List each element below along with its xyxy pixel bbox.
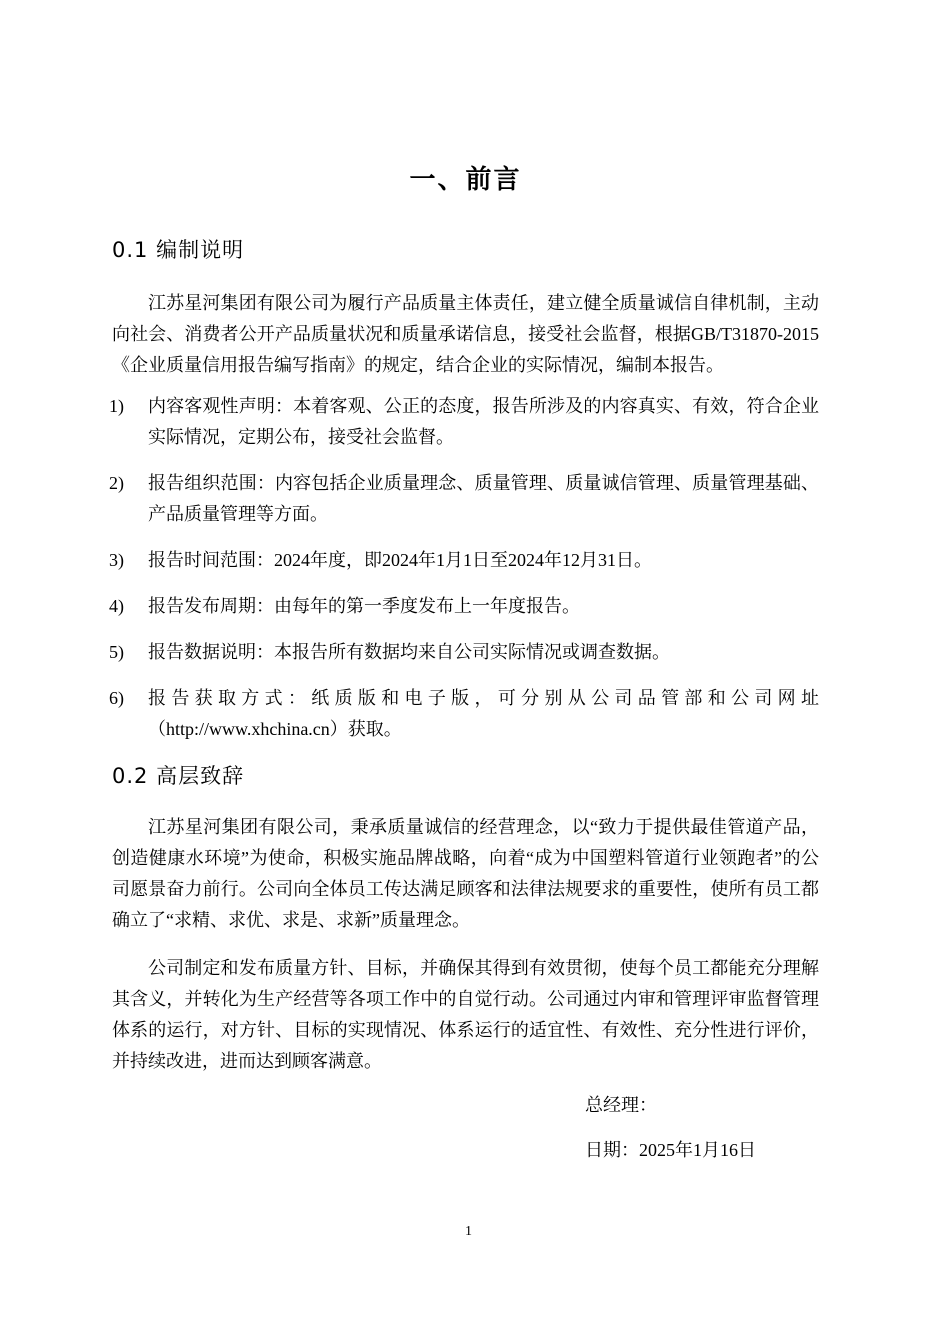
- list-item: [109, 391, 819, 453]
- section-heading-0-2: 0.2 高层致辞: [112, 764, 245, 788]
- list-item-text: 报告组织范围：内容包括企业质量理念、质量管理、质量诚信管理、质量管理基础、产品质量管理等方面。: [148, 473, 819, 524]
- section-leadership-address: [112, 760, 819, 1166]
- list-item-number: 1): [109, 396, 124, 416]
- list-item-number: 5): [109, 642, 124, 662]
- list-item-number: 3): [109, 550, 124, 570]
- list-item: [109, 468, 819, 530]
- numbered-list: [109, 391, 819, 745]
- section-compilation-notes: [109, 234, 819, 745]
- page-title: 一、前言: [409, 165, 522, 195]
- list-item: [109, 637, 819, 668]
- list-item: [109, 591, 819, 622]
- address-paragraph-2: 公司制定和发布质量方针、目标，并确保其得到有效贯彻，使每个员工都能充分理解其含义，并转化为生产经营等各项工作中的自觉行动。公司通过内审和管理评审监督管理体系的运行，对方针、目标的实现情况、体系运行的适宜性、有效性、充分性进行评价，并持续改进，进而达到顾客满意。: [112, 958, 819, 1071]
- list-item: [109, 683, 819, 745]
- list-item-text: 报告发布周期：由每年的第一季度发布上一年度报告。: [148, 596, 580, 616]
- list-item-text: 报告数据说明：本报告所有数据均来自公司实际情况或调查数据。: [148, 642, 670, 662]
- list-item-text: [148, 683, 819, 745]
- list-item-number: 6): [109, 688, 124, 708]
- signature-role: 总经理：: [585, 1095, 657, 1115]
- section-heading-0-1: 0.1 编制说明: [112, 238, 245, 262]
- intro-paragraph: 江苏星河集团有限公司为履行产品质量主体责任，建立健全质量诚信自律机制，主动向社会、消费者公开产品质量状况和质量承诺信息，接受社会监督，根据GB/T31870-2015《企业质量信用报告编写指南》的规定，结合企业的实际情况，编制本报告。: [112, 293, 819, 375]
- signature-date: 日期：2025年1月16日: [585, 1140, 756, 1160]
- signature-block: [585, 1090, 819, 1166]
- list-item-number: 4): [109, 596, 124, 616]
- page-number: 1: [465, 1224, 472, 1239]
- list-item: [109, 545, 819, 576]
- report-url: （http://www.xhchina.cn）获取。: [148, 719, 402, 739]
- list-item-number: 2): [109, 473, 124, 493]
- list-item-text: 报告时间范围：2024年度，即2024年1月1日至2024年12月31日。: [148, 550, 652, 570]
- address-paragraph-1: 江苏星河集团有限公司，秉承质量诚信的经营理念，以“致力于提供最佳管道产品，创造健康水环境”为使命，积极实施品牌战略，向着“成为中国塑料管道行业领跑者”的公司愿景奋力前行。公司向全体员工传达满足顾客和法律法规要求的重要性，使所有员工都确立了“求精、求优、求是、求新”质量理念。: [112, 817, 819, 930]
- list-item-text-lead: 报告获取方式：纸质版和电子版，可分别从公司品管部和公司网址: [148, 688, 819, 708]
- list-item-text: 内容客观性声明：本着客观、公正的态度，报告所涉及的内容真实、有效，符合企业实际情况，定期公布，接受社会监督。: [148, 396, 819, 447]
